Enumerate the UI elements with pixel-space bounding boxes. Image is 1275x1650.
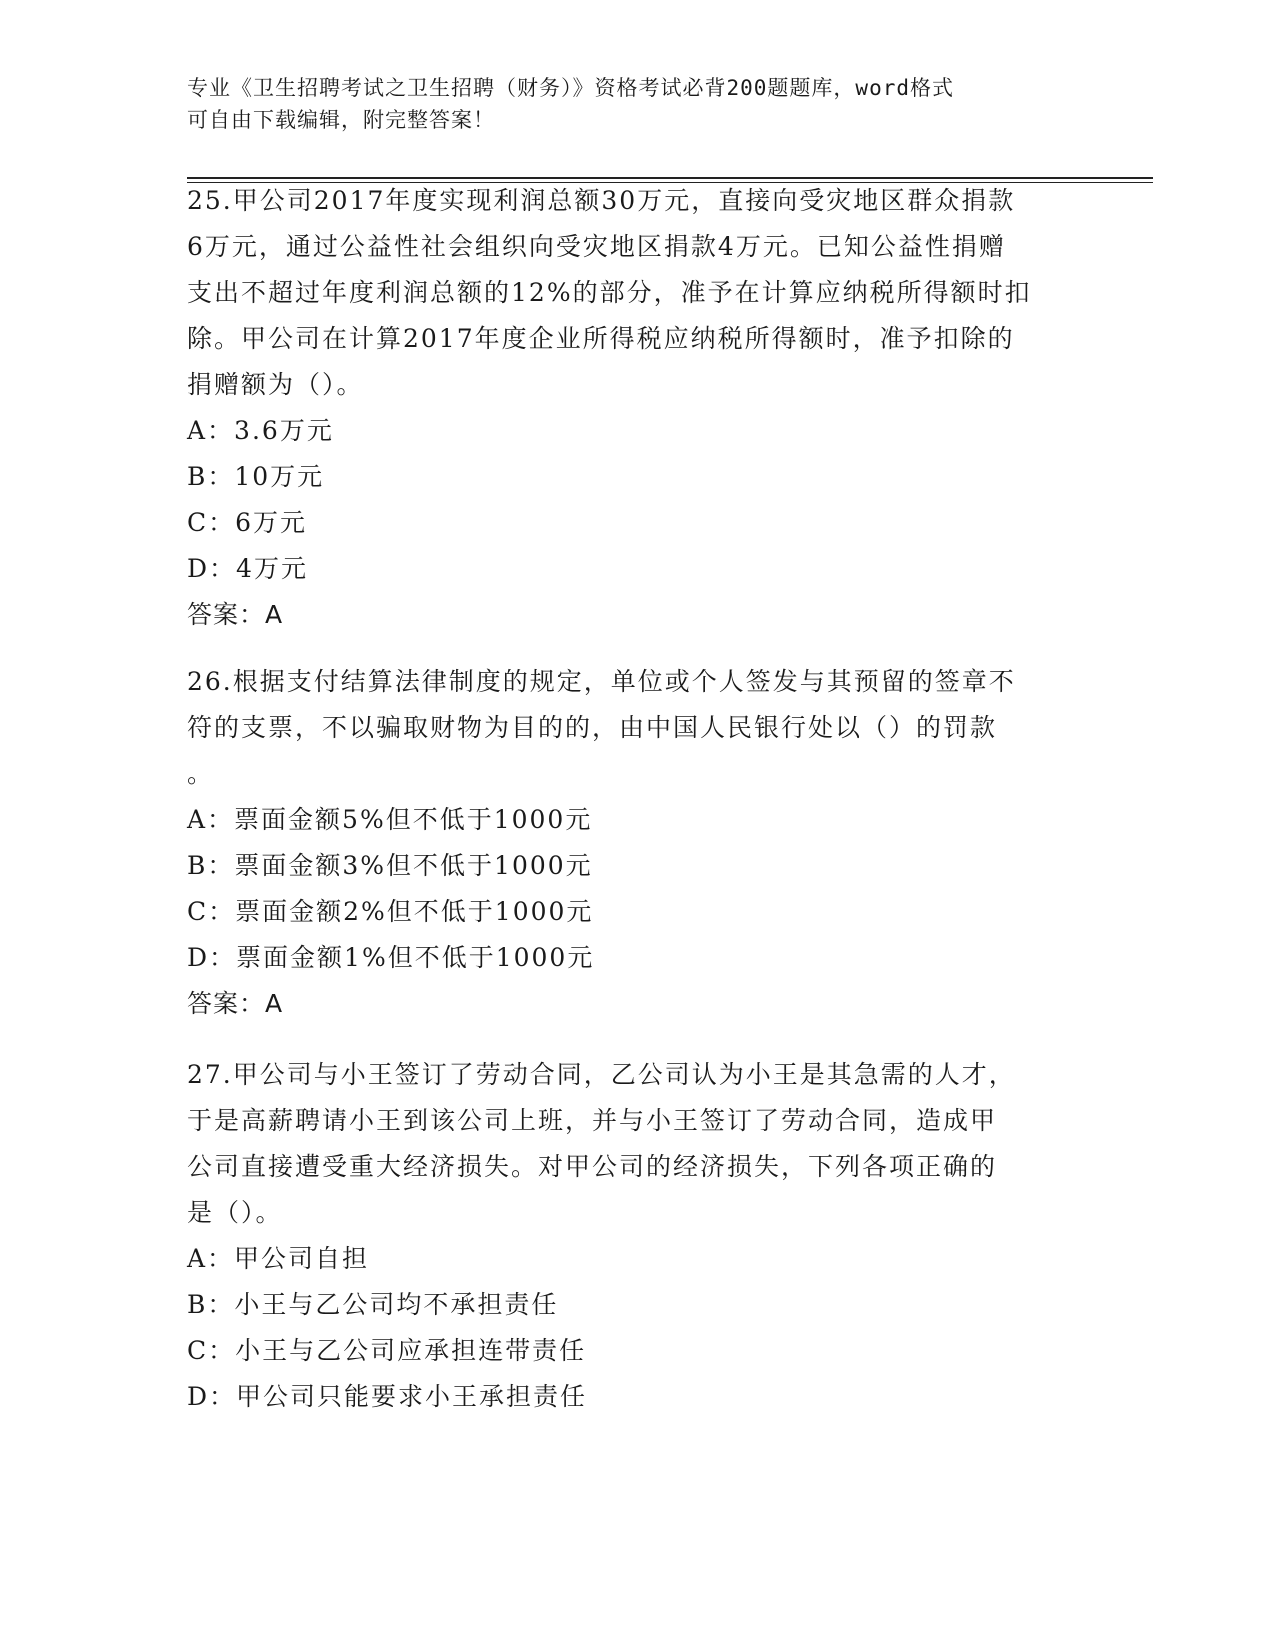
question-line: 27.甲公司与小王签订了劳动合同，乙公司认为小王是其急需的人才，: [187, 1060, 1016, 1089]
option-d: D：甲公司只能要求小王承担责任: [187, 1382, 588, 1411]
option-c: C：小王与乙公司应承担连带责任: [187, 1336, 587, 1365]
answer: 答案：A: [187, 989, 284, 1018]
question-27: [187, 1052, 1087, 1420]
answer: 答案：A: [187, 600, 284, 629]
option-d: D：4万元: [187, 554, 308, 583]
question-line: 于是高薪聘请小王到该公司上班，并与小王签订了劳动合同，造成甲: [187, 1106, 998, 1135]
question-stem: [187, 1052, 1087, 1236]
option-b: B：10万元: [187, 462, 325, 491]
document-header: [187, 72, 1067, 136]
question-line: 符的支票，不以骗取财物为目的的，由中国人民银行处以（）的罚款: [187, 713, 998, 742]
option-a: A：3.6万元: [187, 416, 334, 445]
question-line: 。: [187, 759, 215, 788]
question-line: 26.根据支付结算法律制度的规定，单位或个人签发与其预留的签章不: [187, 667, 1016, 696]
question-stem: [187, 178, 1087, 408]
option-a: A：票面金额5%但不低于1000元: [187, 805, 593, 834]
question-line: 6万元，通过公益性社会组织向受灾地区捐款4万元。已知公益性捐赠: [187, 232, 1006, 261]
question-26: [187, 659, 1087, 1027]
header-line-2: 可自由下载编辑，附完整答案！: [187, 108, 495, 132]
question-line: 支出不超过年度利润总额的12%的部分，准予在计算应纳税所得额时扣: [187, 278, 1032, 307]
question-stem: [187, 659, 1087, 797]
question-line: 是（）。: [187, 1198, 283, 1227]
question-line: 捐赠额为（）。: [187, 370, 364, 399]
option-d: D：票面金额1%但不低于1000元: [187, 943, 595, 972]
question-line: 除。甲公司在计算2017年度企业所得税应纳税所得额时，准予扣除的: [187, 324, 1015, 353]
option-c: C：票面金额2%但不低于1000元: [187, 897, 594, 926]
option-a: A：甲公司自担: [187, 1244, 370, 1273]
question-line: 公司直接遭受重大经济损失。对甲公司的经济损失，下列各项正确的: [187, 1152, 998, 1181]
header-line-1: 专业《卫生招聘考试之卫生招聘（财务）》资格考试必背200题题库，word格式: [187, 76, 954, 100]
option-c: C：6万元: [187, 508, 308, 537]
question-line: 25.甲公司2017年度实现利润总额30万元，直接向受灾地区群众捐款: [187, 186, 1016, 215]
question-25: [187, 178, 1087, 638]
option-b: B：票面金额3%但不低于1000元: [187, 851, 593, 880]
option-b: B：小王与乙公司均不承担责任: [187, 1290, 559, 1319]
